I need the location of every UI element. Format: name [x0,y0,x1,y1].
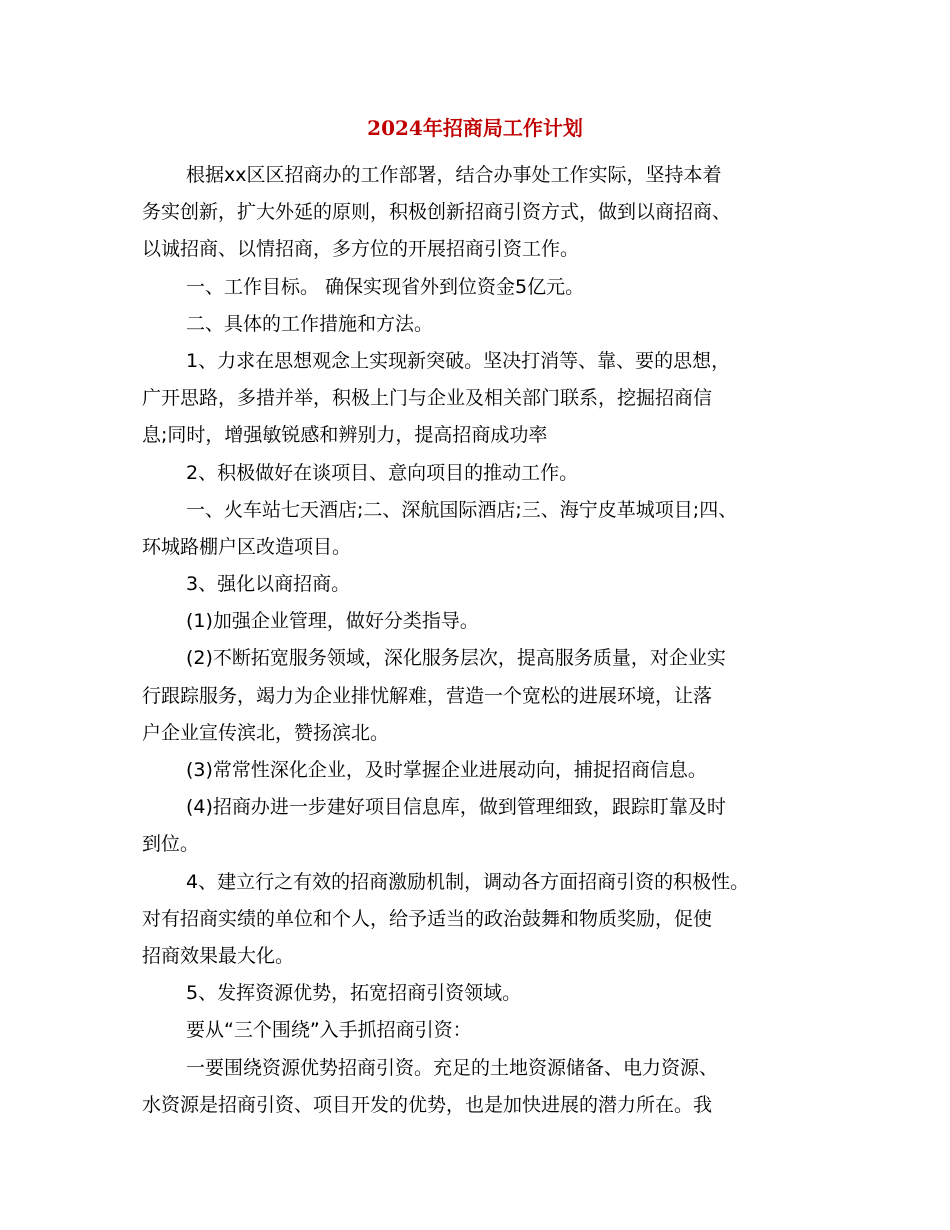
text-line: 根据xx区区招商办的工作部署，结合办事处工作实际，坚持本着 [186,164,722,186]
text-line: 环城路棚户区改造项目。 [142,535,352,558]
text-line: 要从“三个围绕”入手抓招商引资： [186,1019,472,1042]
document-body [142,157,832,1124]
text-line: 广开思路，多措并举，积极上门与企业及相关部门联系，挖掘招商信 [142,387,713,410]
text-line: 2、积极做好在谈项目、意向项目的推动工作。 [186,461,579,484]
text-line: 以诚招商、以情招商，多方位的开展招商引资工作。 [142,238,580,261]
text-line: 3、强化以商招商。 [186,573,351,596]
text-line: 行跟踪服务，竭力为企业排忧解难，营造一个宽松的进展环境，让落 [142,684,713,707]
text-line: (2)不断拓宽服务领域，深化服务层次，提高服务质量，对企业实 [186,647,726,670]
text-line: (1)加强企业管理，做好分类指导。 [186,610,479,633]
text-line: 1、力求在思想观念上实现新突破。坚决打消等、靠、要的思想， [186,349,731,372]
text-line: 对有招商实绩的单位和个人，给予适当的政治鼓舞和物质奖励，促使 [142,907,713,930]
text-line: 水资源是招商引资、项目开发的优势，也是加快进展的潜力所在。我 [142,1093,713,1116]
text-line: (4)招商办进一步建好项目信息库，做到管理细致，跟踪盯靠及时 [186,796,726,819]
text-line: 息;同时，增强敏锐感和辨别力，提高招商成功率 [142,424,548,447]
text-line: 务实创新，扩大外延的原则，积极创新招商引资方式，做到以商招商、 [142,201,732,224]
text-line: 二、具体的工作措施和方法。 [186,312,434,335]
text-line: 一、工作目标。 确保实现省外到位资金5亿元。 [186,275,585,298]
document-title: 2024年招商局工作计划 [367,116,583,140]
text-line: 一、火车站七天酒店;二、深航国际酒店;三、海宁皮革城项目;四、 [186,498,738,521]
text-line: 到位。 [142,833,200,856]
text-line: 4、建立行之有效的招商激励机制，调动各方面招商引资的积极性。 [186,870,750,893]
text-line: 一要围绕资源优势招商引资。充足的土地资源储备、电力资源、 [186,1056,719,1079]
text-line: 5、发挥资源优势，拓宽招商引资领域。 [186,982,522,1005]
text-line: (3)常常性深化企业，及时掌握企业进展动向，捕捉招商信息。 [186,759,707,781]
text-line: 户企业宣传滨北，赞扬滨北。 [142,721,390,744]
text-line: 招商效果最大化。 [142,944,295,967]
